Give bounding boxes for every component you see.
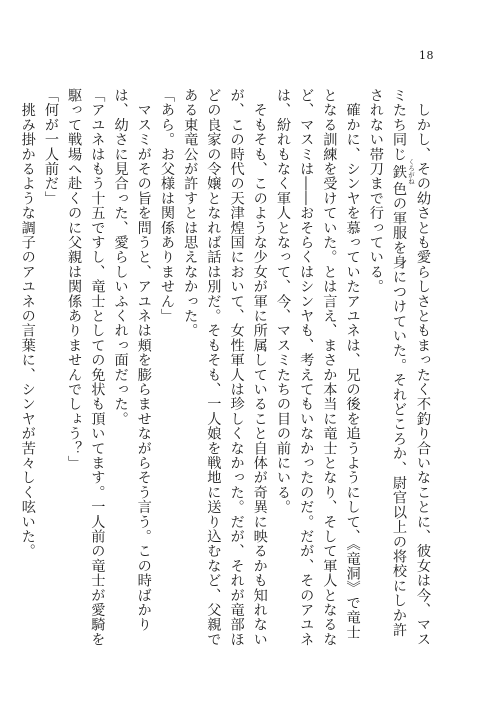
text-run: 色の軍服を身につけていた。それどころか、尉官以上の将校にしか許されない帯刀まで行っている。 xyxy=(367,88,407,638)
text-run: しかし、その幼さとも愛らしさともまったく不釣り合いなことに、彼女は今、マスミたち同じ xyxy=(391,88,431,647)
ruby-annotation: 鉄 くろがね xyxy=(391,158,415,185)
text-run: マスミがその旨を問うと、アユネは頬を膨らませながらそう言う。この時ばかりは、幼さに見合った、愛らしいふくれっ面だった。 xyxy=(112,88,152,632)
paragraph xyxy=(271,88,364,648)
paragraph xyxy=(178,88,271,648)
body-text xyxy=(16,88,434,648)
text-run: 「あら。お父様は関係ありません」 xyxy=(158,88,175,324)
paragraph xyxy=(16,88,39,648)
paragraph xyxy=(155,88,178,648)
text-run: 「何が一人前だ」 xyxy=(42,88,59,206)
paragraph xyxy=(364,88,434,648)
text-run: 確かに、シンヤを慕っていたアユネは、兄の後を追うようにして、《竜洞》で竜士となる訓練を受けていた。とは言え、まさか本当に竜士となり、そして軍人となるなど、マスミは――おそらくはシンヤも、考えてもいなかったのだ。だが、そのアユネは、紛れもなく軍人となって、今、マスミたちの目の前にいる。 xyxy=(274,88,361,647)
page-number: 18 xyxy=(419,49,434,62)
paragraph xyxy=(39,88,62,648)
text-run: そもそも、このような少女が軍に所属していること自体が奇異に映るかも知れないが、この時代の天津煌国において、女性軍人は珍しくなかった。だが、それが竜部ほどの良家の令嬢となれば話は別だ。そもそも、一人娘を戦地に送り込むなど、父親である東竜公が許すとは思えなかった。 xyxy=(182,88,268,647)
paragraph xyxy=(108,88,154,648)
text-run: 「アユネはもう十五ですし、竜士としての免状も頂いてます。一人前の竜士が愛騎を駆って戦場へ赴くのに父親は関係ありませんでしょう？」 xyxy=(66,88,106,647)
text-run: 挑み掛かるような調子のアユネの言葉に、シンヤが苦々しく呟いた。 xyxy=(19,88,36,559)
paragraph xyxy=(62,88,108,648)
